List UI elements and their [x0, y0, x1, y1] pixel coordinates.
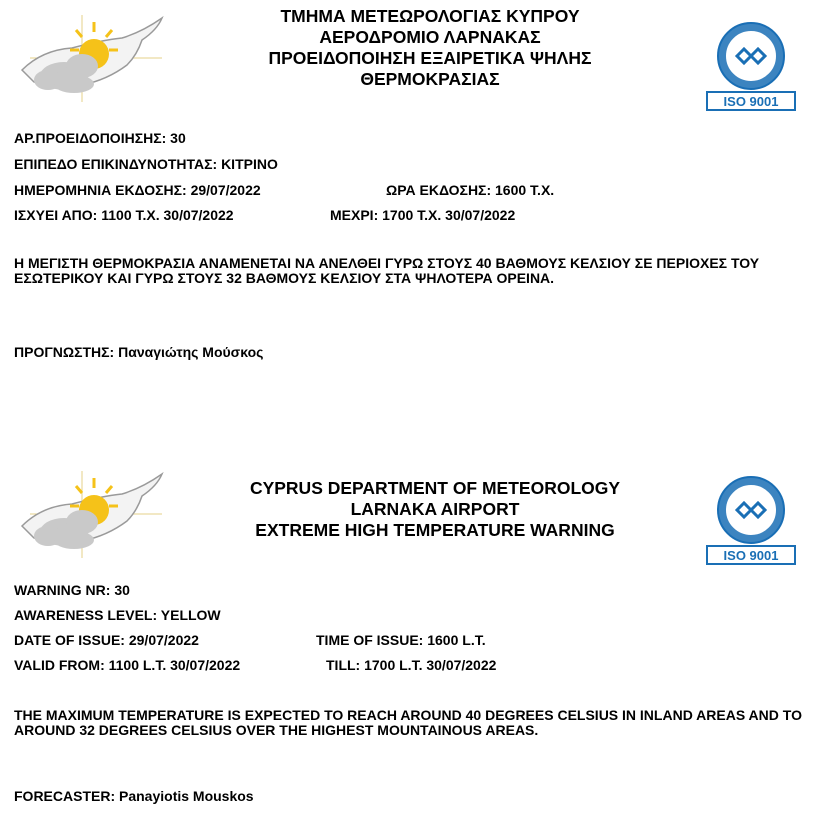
met-logo-cyprus-sun-cloud: [12, 10, 172, 105]
english-valid-from: VALID FROM: 1100 L.T. 30/07/2022: [14, 657, 241, 673]
english-title-line-2: LARNAKA AIRPORT: [350, 499, 520, 519]
greek-awareness-level: ΕΠΙΠΕΔΟ ΕΠΙΚΙΝΔΥΝΟΤΗΤΑΣ: ΚΙΤΡΙΝΟ: [14, 156, 278, 172]
english-validity-row: [14, 657, 496, 674]
english-warning-section: [0, 460, 828, 818]
greek-issue-row: [14, 182, 554, 199]
greek-warning-section: [0, 0, 828, 400]
met-logo-cyprus-sun-cloud: [12, 466, 172, 561]
greek-warning-number: ΑΡ.ΠΡΟΕΙΔΟΠΟΙΗΣΗΣ: 30: [14, 130, 186, 146]
english-warning-number: WARNING NR: 30: [14, 582, 130, 598]
greek-title-line-1: ΤΜΗΜΑ ΜΕΤΕΩΡΟΛΟΓΙΑΣ ΚΥΠΡΟΥ: [280, 6, 580, 26]
english-title-line-3: EXTREME HIGH TEMPERATURE WARNING: [255, 520, 615, 540]
greek-warning-message: Η ΜΕΓΙΣΤΗ ΘΕΡΜΟΚΡΑΣΙΑ ΑΝΑΜΕΝΕΤΑΙ ΝΑ ΑΝΕΛΘΕΙ ΓΥΡΩ ΣΤΟΥΣ 40 ΒΑΘΜΟΥΣ ΚΕΛΣΙΟΥ ΣΕ ΠΕΡΙΟΧΕΣ ΤΟΥ ΕΣΩΤΕΡΙΚΟΥ ΚΑΙ ΓΥΡΩ ΣΤΟΥΣ 32 ΒΑΘΜΟΥΣ ΚΕΛΣΙΟΥ ΣΤΑ ΨΗΛΟΤΕΡΑ ΟΡΕΙΝΑ.: [14, 255, 760, 286]
greek-header-title: [185, 6, 675, 90]
greek-valid-from: ΙΣΧΥΕΙ ΑΠΟ: 1100 Τ.Χ. 30/07/2022: [14, 207, 234, 223]
greek-title-line-4: ΘΕΡΜΟΚΡΑΣΙΑΣ: [360, 69, 500, 89]
greek-title-line-3: ΠΡΟΕΙΔΟΠΟΙΗΣΗ ΕΞΑΙΡΕΤΙΚΑ ΨΗΛΗΣ: [268, 48, 592, 68]
iso-badge-label: ISO 9001: [723, 94, 779, 109]
greek-title-line-2: ΑΕΡΟΔΡΟΜΙΟ ΛΑΡΝΑΚΑΣ: [319, 27, 541, 47]
english-time-of-issue: TIME OF ISSUE: 1600 L.T.: [316, 632, 486, 648]
english-issue-row: [14, 632, 486, 649]
greek-time-of-issue: ΩΡΑ ΕΚΔΟΣΗΣ: 1600 Τ.Χ.: [386, 182, 555, 198]
greek-till: ΜΕΧΡΙ: 1700 Τ.Χ. 30/07/2022: [330, 207, 516, 223]
english-title-line-1: CYPRUS DEPARTMENT OF METEOROLOGY: [249, 478, 621, 498]
english-awareness-level: AWARENESS LEVEL: YELLOW: [14, 607, 221, 623]
english-till: TILL: 1700 L.T. 30/07/2022: [326, 657, 497, 673]
greek-validity-row: [14, 207, 515, 224]
iso-badge-label: ISO 9001: [723, 548, 779, 563]
iso-9001-badge: [703, 16, 799, 112]
greek-date-of-issue: ΗΜΕΡΟΜΗΝΙΑ ΕΚΔΟΣΗΣ: 29/07/2022: [14, 182, 261, 198]
english-forecaster: FORECASTER: Panayiotis Mouskos: [14, 788, 254, 804]
english-header-title: [185, 478, 685, 541]
english-warning-message: THE MAXIMUM TEMPERATURE IS EXPECTED TO REACH AROUND 40 DEGREES CELSIUS IN INLAND AREAS AND TO AROUND 32 DEGREES CELSIUS OVER THE HIGHEST MOUNTAINOUS AREAS.: [14, 707, 802, 738]
english-date-of-issue: DATE OF ISSUE: 29/07/2022: [14, 632, 199, 648]
greek-forecaster: ΠΡΟΓΝΩΣΤΗΣ: Παναγιώτης Μούσκος: [14, 344, 264, 360]
iso-9001-badge: [703, 470, 799, 566]
